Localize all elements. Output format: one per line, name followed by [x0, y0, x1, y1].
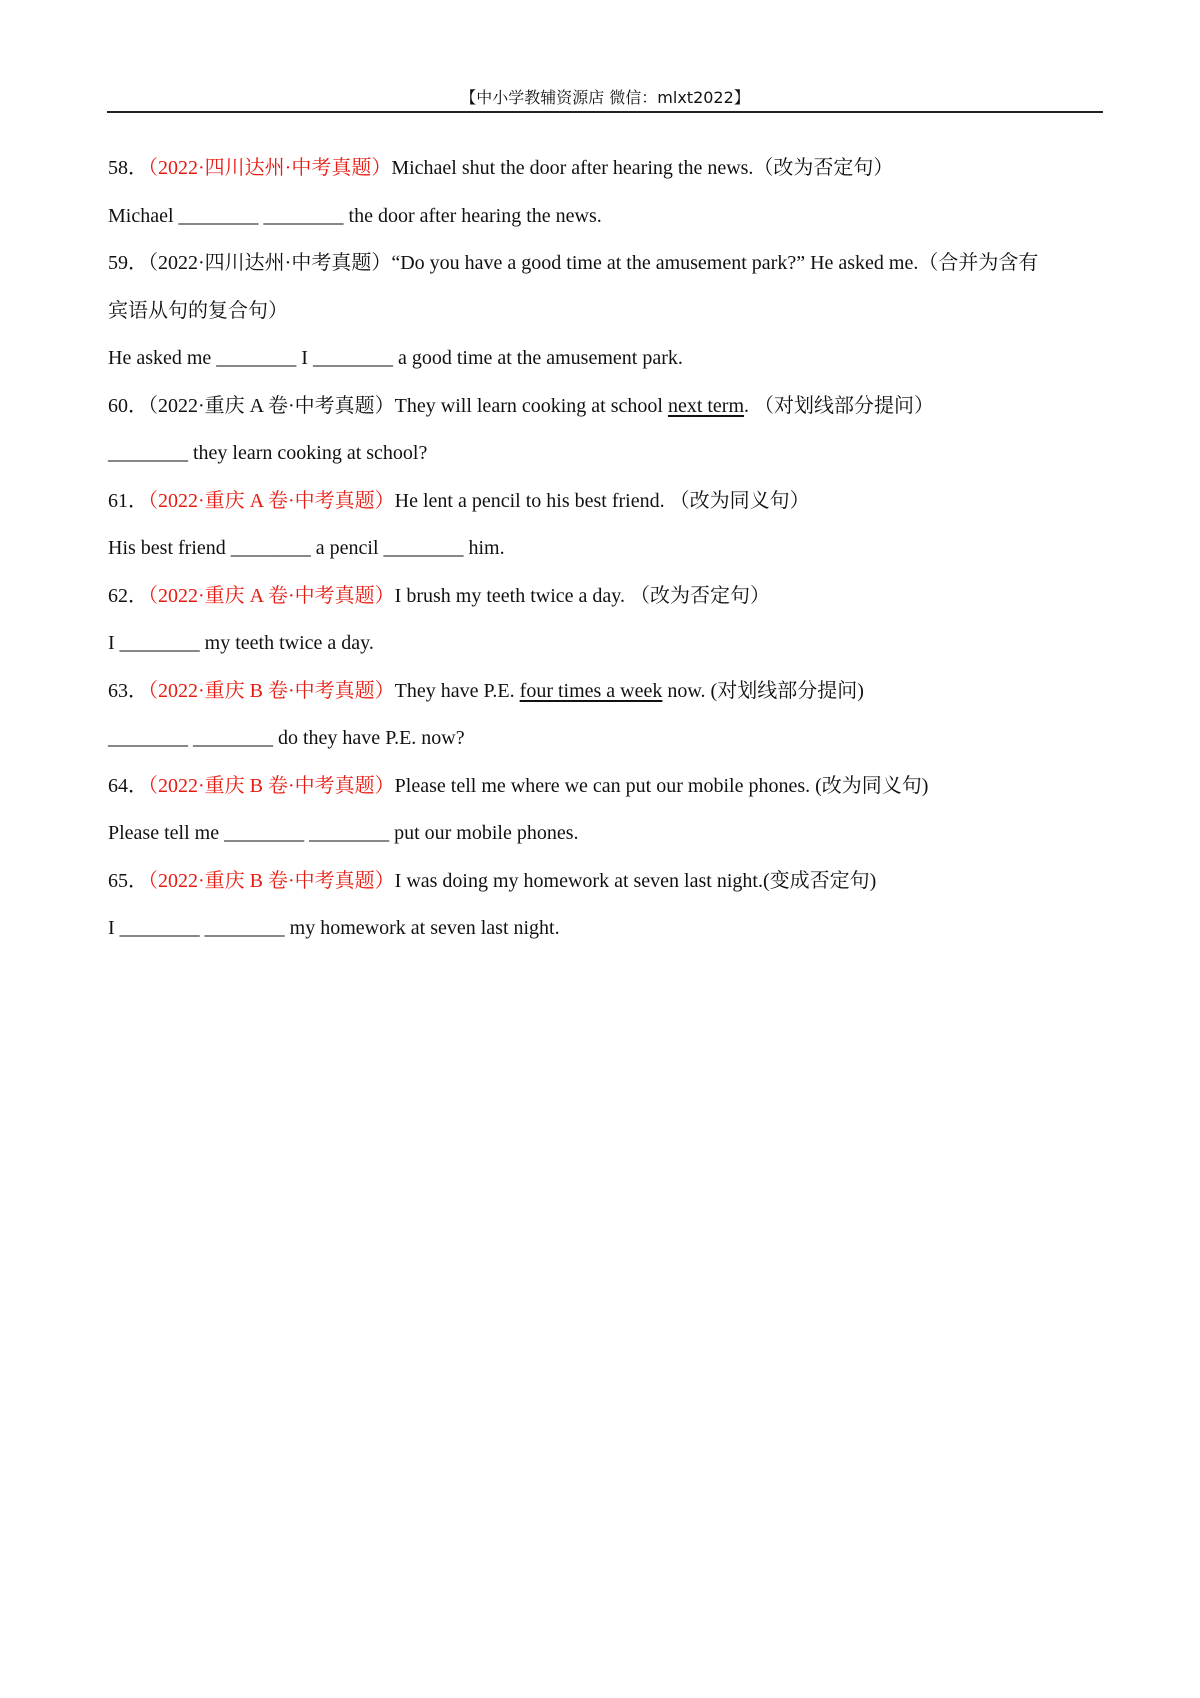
- question-text: He lent a pencil to his best friend. （改为同义句）: [394, 489, 810, 512]
- question-text-tail: . （对划线部分提问）: [744, 394, 935, 417]
- answer-line-58: Michael ________ ________ the door after hearing the news.: [108, 204, 602, 227]
- question-source: （2022·四川达州·中考真题）: [148, 157, 392, 179]
- question-text: I was doing my homework at seven last night.(变成否定句): [394, 869, 877, 892]
- answer-line-63: ________ ________ do they have P.E. now?: [108, 727, 465, 749]
- question-65: [108, 858, 1108, 906]
- question-62: [108, 573, 1108, 621]
- question-58: [108, 145, 1108, 193]
- question-number: 62．: [108, 584, 148, 607]
- question-list: [108, 145, 1108, 953]
- question-source: （2022·重庆 A 卷·中考真题）: [148, 584, 395, 607]
- question-text: Please tell me where we can put our mobile phones. (改为同义句): [394, 774, 929, 797]
- question-text: They have P.E.: [394, 679, 520, 702]
- question-source: （2022·重庆 B 卷·中考真题）: [148, 869, 395, 892]
- question-59-continued: 宾语从句的复合句）: [108, 299, 288, 322]
- header-divider: [107, 111, 1103, 113]
- question-text: “Do you have a good time at the amusement park?” He asked me.（合并为含有: [391, 252, 1039, 274]
- question-text: I brush my teeth twice a day. （改为否定句）: [394, 584, 770, 607]
- question-number: 58．: [108, 157, 148, 179]
- question-number: 65．: [108, 869, 148, 892]
- answer-line-64: Please tell me ________ ________ put our mobile phones.: [108, 822, 579, 844]
- answer-line-59: He asked me ________ I ________ a good time at the amusement park.: [108, 347, 683, 369]
- question-number: 61．: [108, 489, 148, 512]
- question-source: （2022·重庆 B 卷·中考真题）: [148, 774, 395, 797]
- underlined-phrase: four times a week: [519, 679, 663, 702]
- question-64: [108, 763, 1108, 811]
- question-source: （2022·重庆 B 卷·中考真题）: [148, 679, 395, 702]
- question-63: [108, 668, 1108, 716]
- answer-line-60: ________ they learn cooking at school?: [108, 442, 428, 464]
- question-60: [108, 383, 1108, 431]
- answer-line-65: I ________ ________ my homework at seven last night.: [108, 917, 560, 939]
- question-number: 64．: [108, 774, 148, 797]
- underlined-phrase: next term: [667, 394, 745, 417]
- question-source: （2022·四川达州·中考真题）: [148, 252, 392, 274]
- question-number: 63．: [108, 679, 148, 702]
- question-number: 59．: [108, 252, 148, 274]
- answer-line-62: I ________ my teeth twice a day.: [108, 632, 374, 654]
- question-source: （2022·重庆 A 卷·中考真题）: [148, 489, 395, 512]
- question-text: Michael shut the door after hearing the news.（改为否定句）: [391, 157, 894, 179]
- question-text-tail: now. (对划线部分提问): [662, 679, 864, 702]
- question-text: They will learn cooking at school: [394, 394, 668, 417]
- question-59: [108, 240, 1108, 288]
- question-source: （2022·重庆 A 卷·中考真题）: [148, 394, 395, 417]
- question-61: [108, 478, 1108, 526]
- page-header: 【中小学教辅资源店 微信：mlxt2022】: [460, 88, 750, 107]
- question-number: 60．: [108, 394, 148, 417]
- answer-line-61: His best friend ________ a pencil ________ him.: [108, 537, 505, 559]
